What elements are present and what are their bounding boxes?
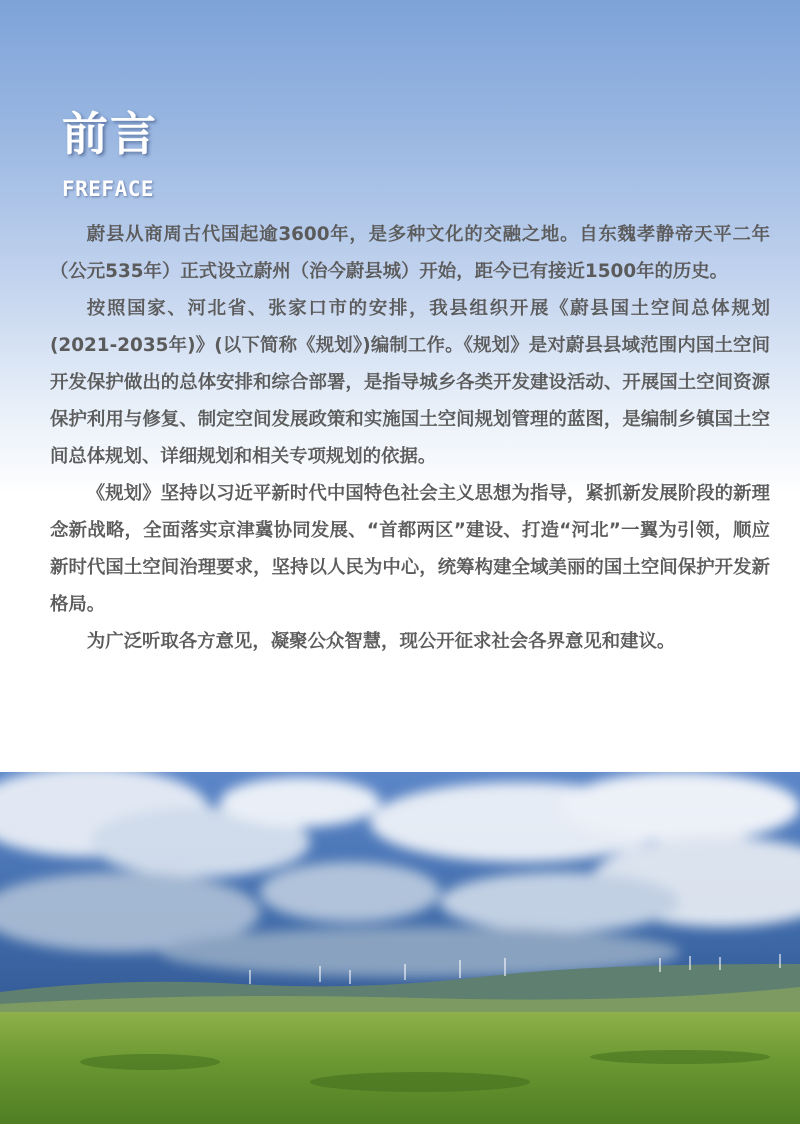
paragraph-history: 蔚县从商周古代国起逾3600年，是多种文化的交融之地。自东魏孝静帝天平二年（公元535年）正式设立蔚州（治今蔚县城）开始，距今已有接近1500年的历史。 (50, 224, 770, 282)
paragraph-consultation: 为广泛听取各方意见，凝聚公众智慧，现公开征求社会各界意见和建议。 (86, 631, 676, 652)
page-title: 前言 (62, 107, 158, 161)
grassland-photo (0, 772, 800, 1124)
paragraph-planning: 按照国家、河北省、张家口市的安排，我县组织开展《蔚县国土空间总体规划(2021-2035年)》(以下简称《规划》)编制工作。《规划》是对蔚县县域范围内国土空间开发保护做出的总体安排和综合部署，是指导城乡各类开发建设活动、开展国土空间资源保护利用与修复、制定空间发展政策和实施国土空间规划管理的蓝图，是编制乡镇国土空间总体规划、详细规划和相关专项规划的依据。 (50, 298, 770, 467)
preface-body (50, 216, 770, 660)
page-subtitle: FREFACE (62, 177, 155, 201)
paragraph-guidance: 《规划》坚持以习近平新时代中国特色社会主义思想为指导，紧抓新发展阶段的新理念新战略，全面落实京津冀协同发展、“首都两区”建设、打造“河北”一翼为引领，顺应新时代国土空间治理要求，坚持以人民为中心，统筹构建全域美丽的国土空间保护开发新格局。 (50, 483, 770, 615)
